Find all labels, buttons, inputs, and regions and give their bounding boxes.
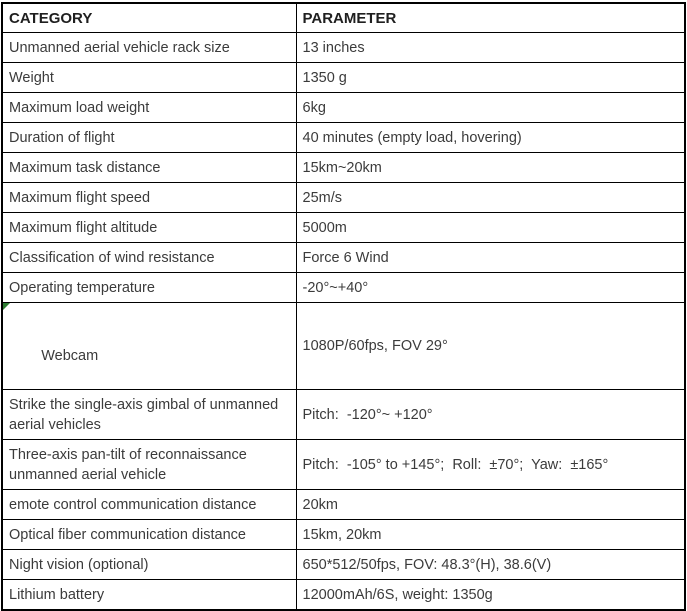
category-cell: Three-axis pan-tilt of reconnaissance unmanned aerial vehicle xyxy=(2,440,296,490)
table-row xyxy=(2,93,685,123)
table-row xyxy=(2,243,685,273)
table-row xyxy=(2,183,685,213)
header-row xyxy=(2,3,685,33)
table-row xyxy=(2,440,685,490)
parameter-cell: Force 6 Wind xyxy=(296,243,685,273)
category-cell: Lithium battery xyxy=(2,580,296,611)
category-cell: Operating temperature xyxy=(2,273,296,303)
parameter-cell: 1080P/60fps, FOV 29° xyxy=(296,303,685,390)
parameter-cell: 15km, 20km xyxy=(296,520,685,550)
parameter-cell: Pitch: -105° to +145°; Roll: ±70°; Yaw: ±165° xyxy=(296,440,685,490)
category-cell: Duration of flight xyxy=(2,123,296,153)
parameter-cell: 20km xyxy=(296,490,685,520)
category-cell: Night vision (optional) xyxy=(2,550,296,580)
category-cell-label: Webcam xyxy=(41,348,99,364)
category-cell: Maximum task distance xyxy=(2,153,296,183)
category-cell: emote control communication distance xyxy=(2,490,296,520)
parameter-cell: 15km~20km xyxy=(296,153,685,183)
parameter-cell: Pitch: -120°~ +120° xyxy=(296,390,685,440)
table-row xyxy=(2,390,685,440)
table-row xyxy=(2,63,685,93)
category-cell: Unmanned aerial vehicle rack size xyxy=(2,33,296,63)
table-row xyxy=(2,123,685,153)
cell-flag-icon xyxy=(3,303,10,310)
parameter-cell: 6kg xyxy=(296,93,685,123)
category-cell: Weight xyxy=(2,63,296,93)
table-row xyxy=(2,520,685,550)
table-row xyxy=(2,490,685,520)
parameter-cell: 650*512/50fps, FOV: 48.3°(H), 38.6(V) xyxy=(296,550,685,580)
parameter-cell: 12000mAh/6S, weight: 1350g xyxy=(296,580,685,611)
parameter-cell: 5000m xyxy=(296,213,685,243)
category-cell: Maximum flight altitude xyxy=(2,213,296,243)
table-row xyxy=(2,153,685,183)
category-cell: Strike the single-axis gimbal of unmanned aerial vehicles xyxy=(2,390,296,440)
table-row xyxy=(2,33,685,63)
table-row xyxy=(2,213,685,243)
column-header-parameter: PARAMETER xyxy=(296,3,685,33)
spec-table xyxy=(1,2,686,611)
category-cell: Maximum flight speed xyxy=(2,183,296,213)
category-cell: Optical fiber communication distance xyxy=(2,520,296,550)
table-row xyxy=(2,273,685,303)
parameter-cell: 1350 g xyxy=(296,63,685,93)
parameter-cell: 25m/s xyxy=(296,183,685,213)
table-row xyxy=(2,303,685,390)
column-header-category: CATEGORY xyxy=(2,3,296,33)
category-cell xyxy=(2,303,296,390)
table-row xyxy=(2,580,685,611)
parameter-cell: 40 minutes (empty load, hovering) xyxy=(296,123,685,153)
parameter-cell: -20°~+40° xyxy=(296,273,685,303)
category-cell: Maximum load weight xyxy=(2,93,296,123)
category-cell: Classification of wind resistance xyxy=(2,243,296,273)
parameter-cell: 13 inches xyxy=(296,33,685,63)
table-row xyxy=(2,550,685,580)
